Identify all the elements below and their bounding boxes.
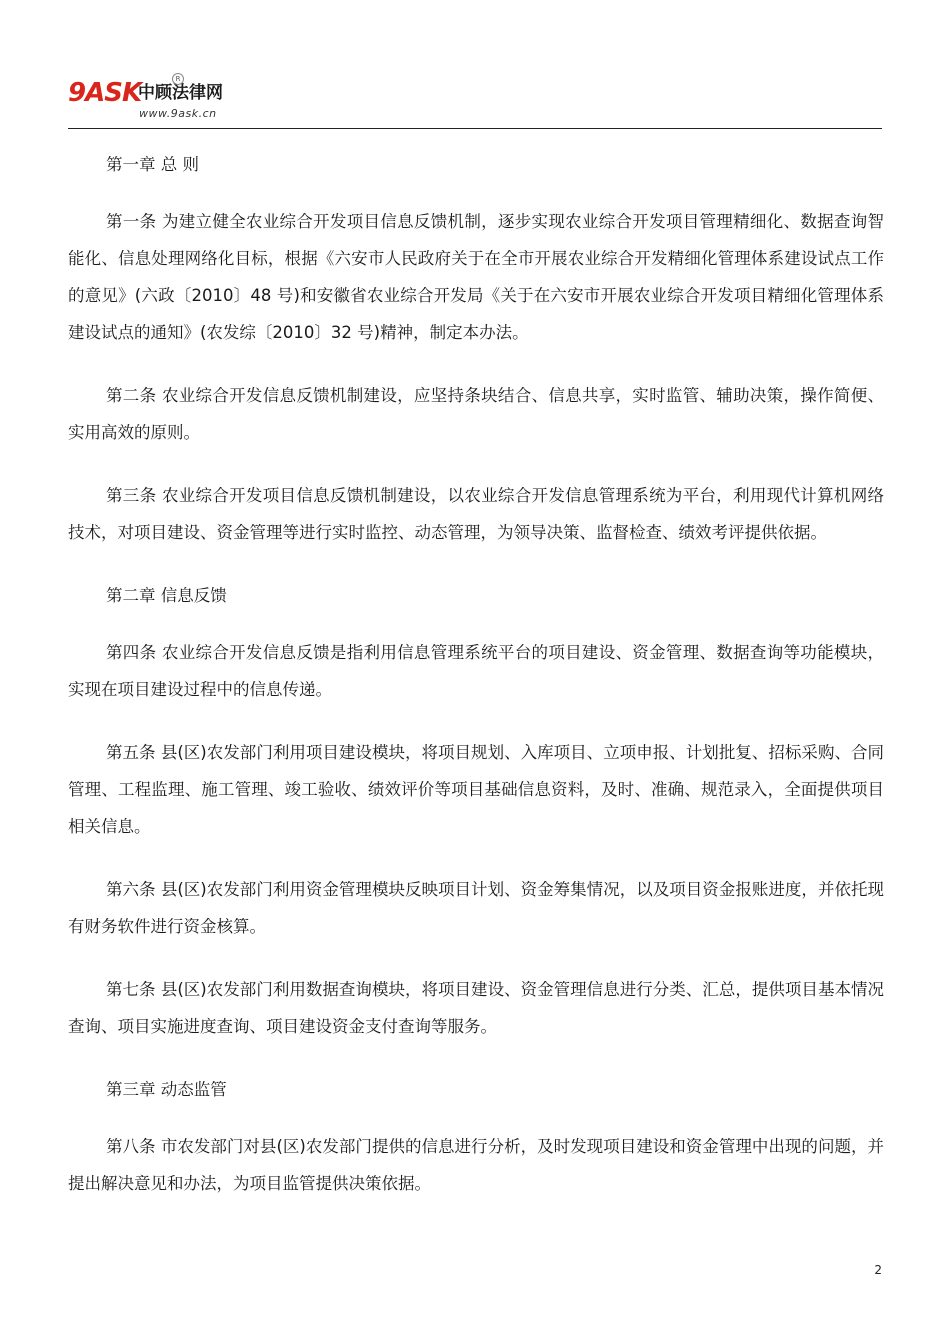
document-header <box>68 72 882 130</box>
chapter-heading-3: 第三章 动态监管 <box>106 1080 227 1099</box>
article-1: 第一条 为建立健全农业综合开发项目信息反馈机制，逐步实现农业综合开发项目管理精细化、数据查询智能化、信息处理网络化目标，根据《六安市人民政府关于在全市开展农业综合开发精细化管理体系建设试点工作的意见》(六政〔2010〕48 号)和安徽省农业综合开发局《关于在六安市开展农业综合开发项目精细化管理体系建设试点的通知》(农发综〔2010〕32 号)精神，制定本办法。 <box>68 212 884 342</box>
page-number: 2 <box>874 1263 882 1277</box>
article-4: 第四条 农业综合开发信息反馈是指利用信息管理系统平台的项目建设、资金管理、数据查询等功能模块，实现在项目建设过程中的信息传递。 <box>68 643 884 699</box>
site-logo[interactable] <box>68 76 258 124</box>
logo-url: www.9ask.cn <box>139 107 217 120</box>
article-5: 第五条 县(区)农发部门利用项目建设模块，将项目规划、入库项目、立项申报、计划批复、招标采购、合同管理、工程监理、施工管理、竣工验收、绩效评价等项目基础信息资料，及时、准确、规范录入，全面提供项目相关信息。 <box>68 743 884 836</box>
logo-name: 中顾法律网 <box>138 83 223 103</box>
article-8: 第八条 市农发部门对县(区)农发部门提供的信息进行分析，及时发现项目建设和资金管理中出现的问题，并提出解决意见和办法，为项目监管提供决策依据。 <box>68 1137 884 1193</box>
chapter-heading-1: 第一章 总 则 <box>106 155 199 174</box>
chapter-heading-2: 第二章 信息反馈 <box>106 586 227 605</box>
article-6: 第六条 县(区)农发部门利用资金管理模块反映项目计划、资金筹集情况，以及项目资金报账进度，并依托现有财务软件进行资金核算。 <box>68 880 884 936</box>
article-3: 第三条 农业综合开发项目信息反馈机制建设，以农业综合开发信息管理系统为平台，利用现代计算机网络技术，对项目建设、资金管理等进行实时监控、动态管理，为领导决策、监督检查、绩效考评提供依据。 <box>68 486 884 542</box>
registered-mark-icon: R <box>172 73 184 85</box>
article-7: 第七条 县(区)农发部门利用数据查询模块，将项目建设、资金管理信息进行分类、汇总，提供项目基本情况查询、项目实施进度查询、项目建设资金支付查询等服务。 <box>68 980 884 1036</box>
document-body <box>68 146 884 1228</box>
logo-mark: 9ASK <box>68 78 142 108</box>
article-2: 第二条 农业综合开发信息反馈机制建设，应坚持条块结合、信息共享，实时监管、辅助决策，操作简便、实用高效的原则。 <box>68 386 884 442</box>
header-divider <box>68 128 882 129</box>
